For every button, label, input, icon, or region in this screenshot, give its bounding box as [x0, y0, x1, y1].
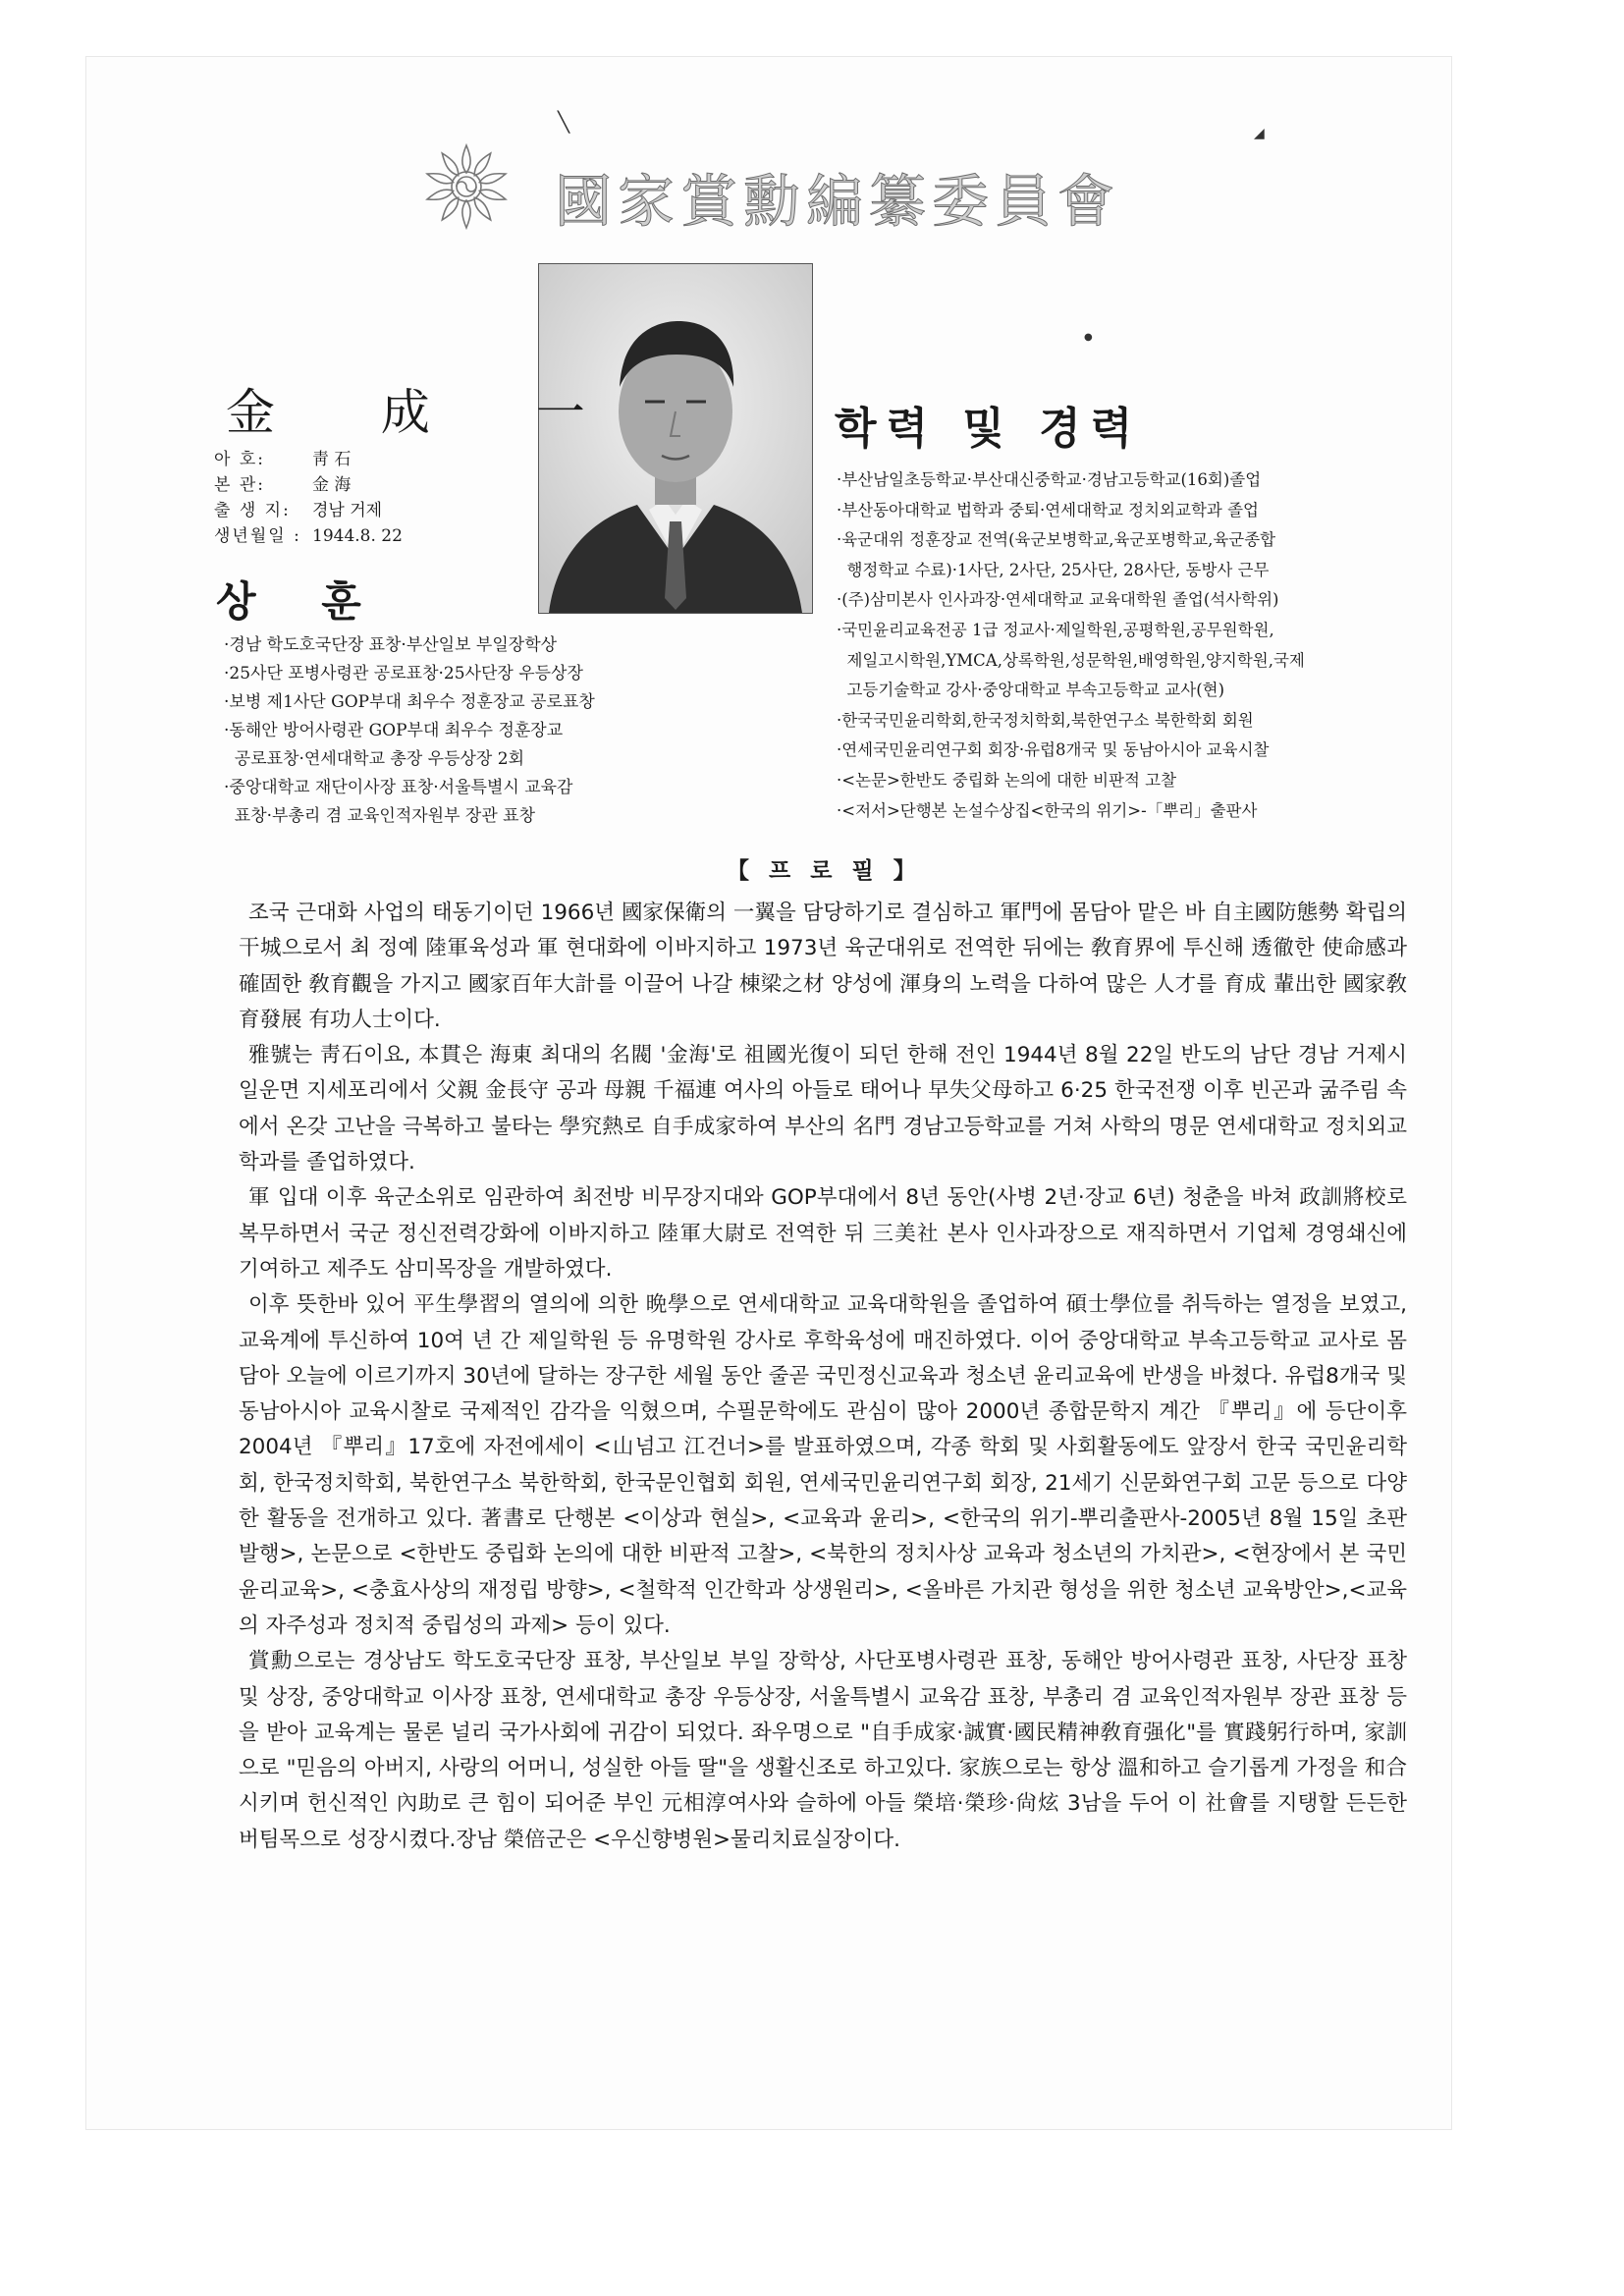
- info-row-pen-name: [214, 447, 450, 472]
- info-value: 1944.8. 22: [312, 526, 403, 546]
- list-item: ·부산남일초등학교·부산대신중학교·경남고등학교(16회)졸업: [837, 470, 1262, 489]
- info-key: 생년월일 :: [214, 526, 301, 546]
- list-item: ·25사단 포병사령관 공로표창·25사단장 우등상장: [224, 664, 583, 683]
- info-value: 金 海: [312, 475, 352, 495]
- list-item: 표창·부총리 겸 교육인적자원부 장관 표창: [224, 806, 536, 826]
- info-row-birthdate: [214, 523, 450, 549]
- info-value: 靑 石: [312, 450, 352, 469]
- list-item: ·중앙대학교 재단이사장 표창·서울특별시 교육감: [224, 778, 573, 797]
- list-item: ·보병 제1사단 GOP부대 최우수 정훈장교 공로표창: [224, 692, 595, 712]
- career-heading: 학력 및 경력: [835, 404, 1143, 454]
- scan-speck: ●: [1084, 332, 1093, 343]
- profile-body: [239, 896, 1407, 1858]
- profile-paragraph: 賞勳으로는 경상남도 학도호국단장 표창, 부산일보 부일 장학상, 사단포병사령관 표창, 동해안 방어사령관 표창, 사단장 표창 및 상장, 중앙대학교 이사장 표창, 연세대학교 총장 우등상장, 서울특별시 교육감 표창, 부총리 겸 교육인적자원부 장관 표창 등을 받아 교육계는 물론 널리 국가사회에 귀감이 되었다. 좌우명으로 "自手成家·誠實·國民精神敎育强化"를 實踐躬行하며, 家訓으로 "믿음의 아버지, 사랑의 어머니, 성실한 아들 딸"을 생활신조로 하고있다. 家族으로는 항상 溫和하고 슬기롭게 가정을 和合시키며 헌신적인 內助로 큰 힘이 되어준 부인 元相淳여사와 슬하에 아들 榮培·榮珍·尙炫 3남을 두어 이 社會를 지탱할 든든한 버팀목으로 성장시켰다.장남 榮倍군은 <우신향병원>물리치료실장이다.: [239, 1649, 1407, 1852]
- awards-list: [224, 631, 734, 831]
- list-item: 행정학교 수료)·1사단, 2사단, 25사단, 28사단, 동방사 근무: [837, 560, 1270, 579]
- scan-speck: ◢: [1254, 126, 1265, 141]
- list-item: ·한국국민윤리학회,한국정치학회,북한연구소 북한학회 회원: [837, 710, 1254, 730]
- person-name: 金 成 一: [226, 384, 630, 441]
- list-item: ·연세국민윤리연구회 회장·유럽8개국 및 동남아시아 교육시찰: [837, 740, 1270, 760]
- list-item: 제일고시학원,YMCA,상록학원,성문학원,배영학원,양지학원,국제: [837, 650, 1305, 670]
- list-item: 고등기술학교 강사·중앙대학교 부속고등학교 교사(현): [837, 681, 1225, 700]
- list-item: ·(주)삼미본사 인사과장·연세대학교 교육대학원 졸업(석사학위): [837, 590, 1279, 610]
- list-item: 공로표창·연세대학교 총장 우등상장 2회: [224, 749, 524, 769]
- list-item: ·경남 학도호국단장 표창·부산일보 부일장학상: [224, 635, 558, 655]
- career-list: [837, 465, 1426, 826]
- info-value: 경남 거제: [312, 501, 383, 520]
- list-item: ·국민윤리교육전공 1급 정교사·제일학원,공평학원,공무원학원,: [837, 620, 1274, 639]
- list-item: ·부산동아대학교 법학과 중퇴·연세대학교 정치외교학과 졸업: [837, 500, 1259, 519]
- organization-title: 國家賞勳編纂委員會: [555, 168, 1121, 235]
- page-header: [417, 137, 1121, 236]
- awards-heading: 상 훈: [216, 577, 387, 626]
- info-row-clan: [214, 472, 450, 498]
- info-key: 본 관:: [214, 475, 265, 495]
- info-key: 출 생 지:: [214, 501, 291, 520]
- profile-paragraph: 조국 근대화 사업의 태동기이던 1966년 國家保衛의 一翼을 담당하기로 결심하고 軍門에 몸담아 맡은 바 自主國防態勢 확립의 干城으로서 최 정예 陸軍육성과 軍 현대화에 이바지하고 1973년 육군대위로 전역한 뒤에는 敎育界에 투신해 透徹한 使命感과 確固한 敎育觀을 가지고 國家百年大計를 이끌어 나갈 棟梁之材 양성에 渾身의 노력을 다하여 많은 人才를 育成 輩出한 國家敎育發展 有功人士이다.: [239, 901, 1407, 1032]
- info-row-birthplace: [214, 498, 450, 523]
- profile-paragraph: 軍 입대 이후 육군소위로 임관하여 최전방 비무장지대와 GOP부대에서 8년 동안(사병 2년·장교 6년) 청춘을 바쳐 政訓將校로 복무하면서 국군 정신전력강화에 이바지하고 陸軍大尉로 전역한 뒤 三美社 본사 인사과장으로 재직하면서 기업체 경영쇄신에 기여하고 제주도 삼미목장을 개발하였다.: [239, 1185, 1407, 1282]
- list-item: ·육군대위 정훈장교 전역(육군보병학교,육군포병학교,육군종합: [837, 530, 1276, 550]
- scan-speck: ╲: [558, 110, 570, 134]
- national-emblem-icon: [417, 137, 515, 236]
- profile-paragraph: 이후 뜻한바 있어 平生學習의 열의에 의한 晩學으로 연세대학교 교육대학원을 졸업하여 碩士學位를 취득하는 열정을 보였고, 교육계에 투신하여 10여 년 간 제일학원 등 유명학원 강사로 후학육성에 매진하였다. 이어 중앙대학교 부속고등학교 교사로 몸담아 오늘에 이르기까지 30년에 달하는 장구한 세월 동안 줄곧 국민정신교육과 청소년 윤리교육에 반생을 바쳤다. 유럽8개국 및 동남아시아 교육시찰로 국제적인 감각을 익혔으며, 수필문학에도 관심이 많아 2000년 종합문학지 계간 『뿌리』에 등단이후 2004년 『뿌리』17호에 자전에세이 <山넘고 江건너>를 발표하였으며, 각종 학회 및 사회활동에도 앞장서 한국 국민윤리학회, 한국정치학회, 북한연구소 북한학회, 한국문인협회 회원, 연세국민윤리연구회 회장, 21세기 신문화연구회 고문 등으로 다양한 활동을 전개하고 있다. 著書로 단행본 <이상과 현실>, <교육과 윤리>, <한국의 위기-뿌리출판사-2005년 8월 15일 초판발행>, 논문으로 <한반도 중립화 논의에 대한 비판적 고찰>, <북한의 정치사상 교육과 청소년의 가치관>, <현장에서 본 국민윤리교육>, <충효사상의 재정립 방향>, <철학적 인간학과 상생원리>, <올바른 가치관 형성을 위한 청소년 교육방안>,<교육의 자주성과 정치적 중립성의 과제> 등이 있다.: [239, 1292, 1407, 1638]
- list-item: ·동해안 방어사령관 GOP부대 최우수 정훈장교: [224, 721, 564, 740]
- personal-info: [214, 447, 450, 549]
- info-key: 아 호:: [214, 450, 265, 469]
- profile-paragraph: 雅號는 靑石이요, 本貫은 海東 최대의 名閥 '金海'로 祖國光復이 되던 한해 전인 1944년 8월 22일 반도의 남단 경남 거제시 일운면 지세포리에서 父親 金長守 공과 母親 千福連 여사의 아들로 태어나 早失父母하고 6·25 한국전쟁 이후 빈곤과 굶주림 속에서 온갖 고난을 극복하고 불타는 學究熱로 自手成家하여 부산의 名門 경남고등학교를 거쳐 사학의 명문 연세대학교 정치외교학과를 졸업하였다.: [239, 1043, 1407, 1175]
- list-item: ·<논문>한반도 중립화 논의에 대한 비판적 고찰: [837, 770, 1177, 790]
- profile-heading: 【 프 로 필 】: [727, 858, 922, 884]
- list-item: ·<저서>단행본 논설수상집<한국의 위기>-「뿌리」출판사: [837, 800, 1258, 820]
